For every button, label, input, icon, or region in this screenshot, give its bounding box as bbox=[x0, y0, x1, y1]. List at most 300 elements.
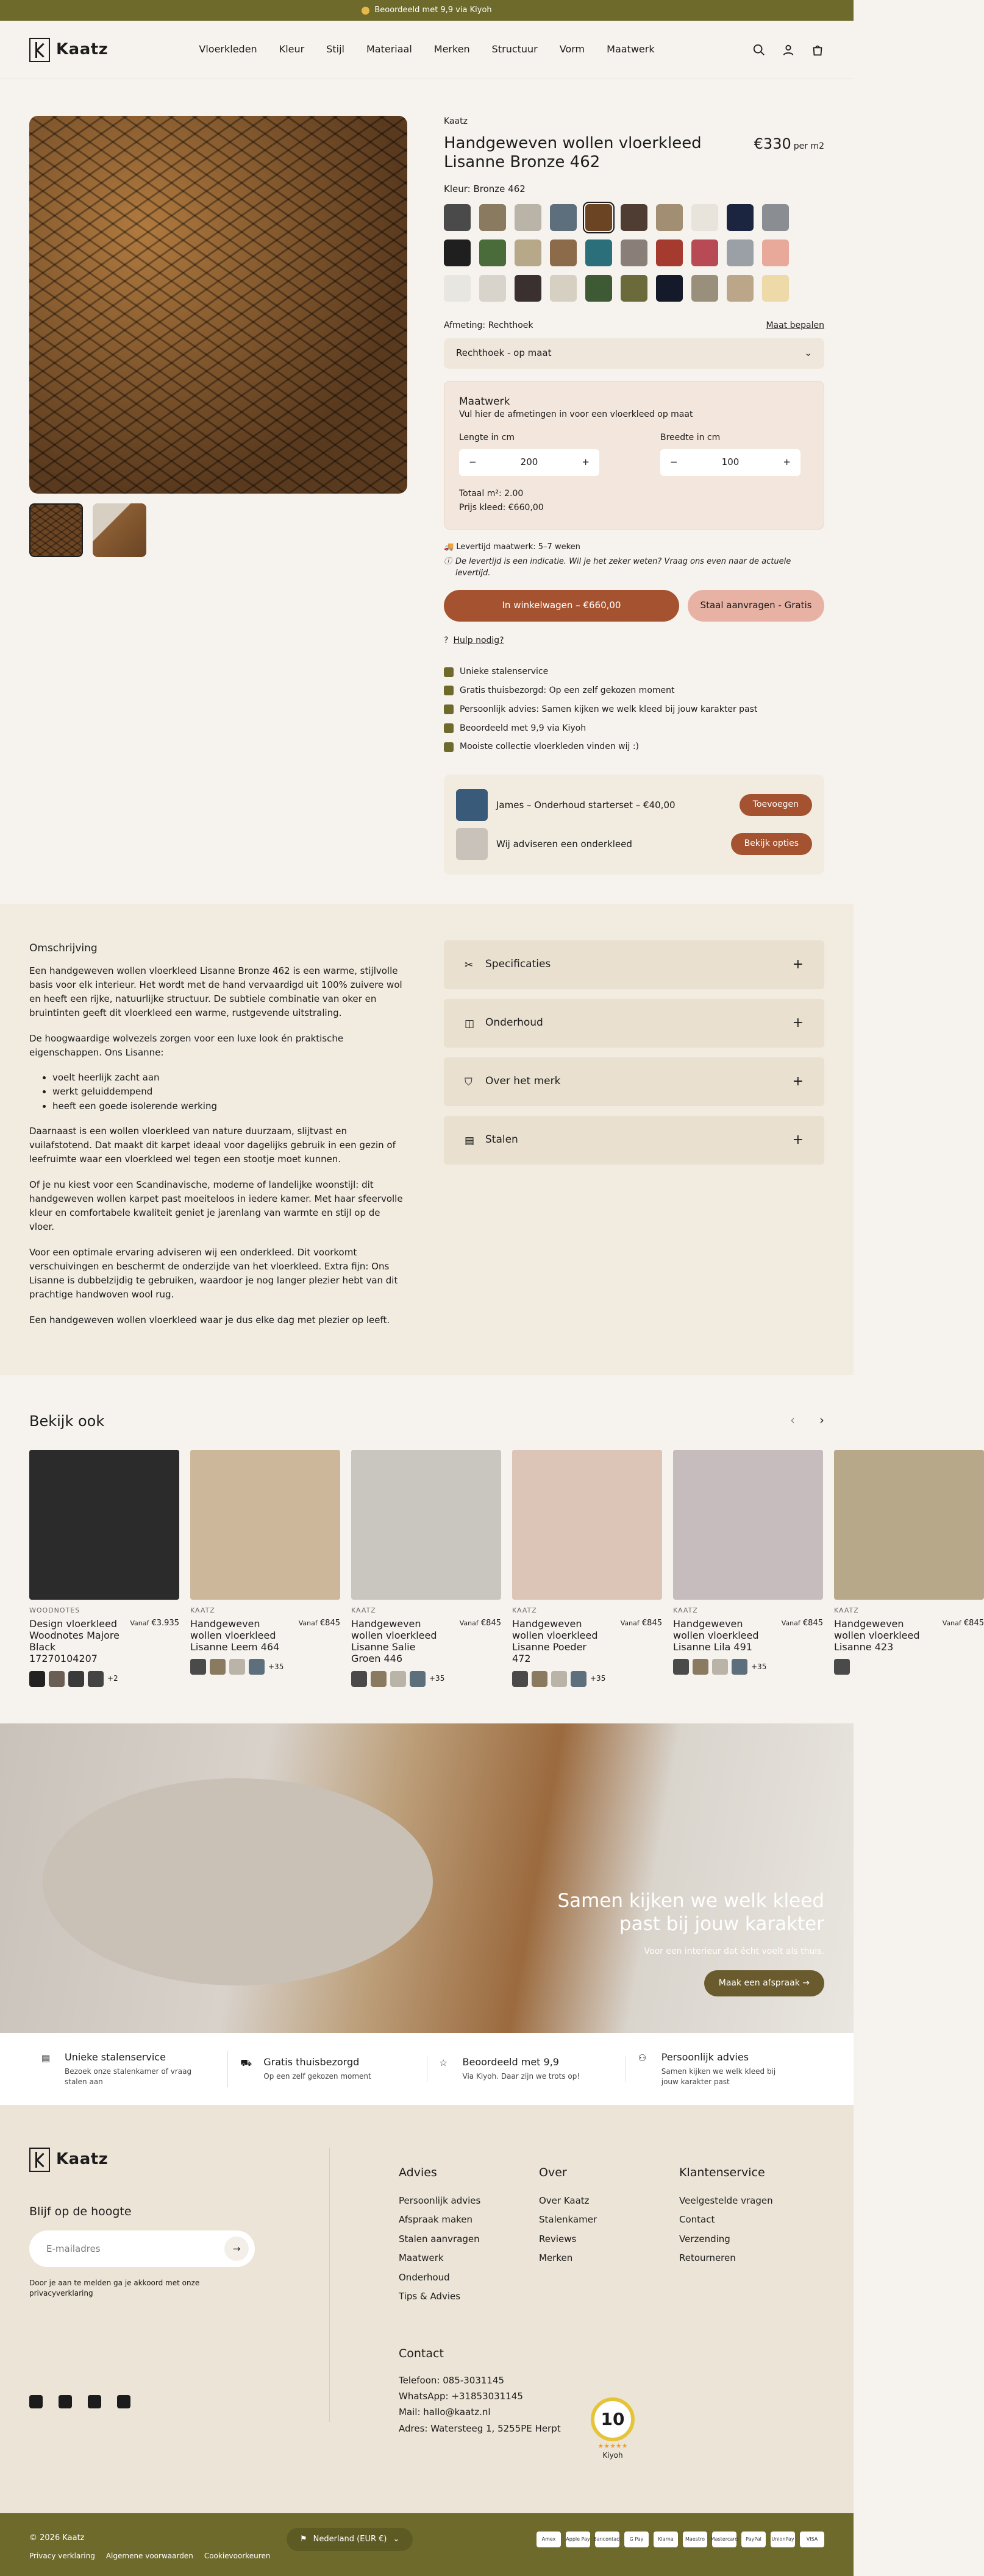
color-swatch[interactable] bbox=[762, 275, 789, 302]
size-label: Afmeting: bbox=[444, 320, 486, 330]
usp-item bbox=[444, 681, 824, 700]
nav-vloerkleden[interactable]: Vloerkleden bbox=[199, 43, 257, 55]
product-card-swatches bbox=[673, 1659, 823, 1675]
logo-mark-icon bbox=[29, 38, 50, 62]
color-swatch[interactable] bbox=[691, 204, 718, 231]
nav-structuur[interactable]: Structuur bbox=[491, 43, 538, 55]
color-swatch[interactable] bbox=[190, 1659, 206, 1675]
accordion-onderhoud[interactable] bbox=[444, 999, 824, 1048]
description-section bbox=[0, 904, 854, 1375]
pinterest-icon[interactable] bbox=[88, 2395, 101, 2408]
usp-item bbox=[444, 662, 824, 681]
price-value: €845 bbox=[480, 1618, 501, 1628]
product-thumbnail-2[interactable] bbox=[93, 503, 146, 557]
product-card-image[interactable] bbox=[351, 1450, 501, 1600]
usp-item bbox=[444, 719, 824, 738]
color-swatch[interactable] bbox=[229, 1659, 245, 1675]
price-prefix: Vanaf bbox=[130, 1619, 149, 1627]
price-prefix: Vanaf bbox=[298, 1619, 318, 1627]
color-line bbox=[444, 183, 824, 196]
footer-logo[interactable] bbox=[29, 2148, 273, 2172]
price-value: €330 bbox=[754, 135, 791, 152]
truck-icon: 🚚 bbox=[444, 542, 454, 552]
color-swatch[interactable] bbox=[691, 275, 718, 302]
help-text: Hulp nodig? bbox=[453, 635, 504, 645]
bucket-icon: ◫ bbox=[465, 1018, 475, 1031]
product-card-title[interactable]: Handgeweven wollen vloerkleed Lisanne Leem 464 bbox=[190, 1617, 280, 1653]
product-card-image[interactable] bbox=[29, 1450, 179, 1600]
color-swatch[interactable] bbox=[210, 1659, 226, 1675]
footer-divider bbox=[329, 2148, 330, 2422]
color-swatch[interactable] bbox=[249, 1659, 265, 1675]
more-swatches-count: +35 bbox=[268, 1662, 284, 1672]
product-card-swatches bbox=[29, 1671, 179, 1687]
main-nav bbox=[199, 43, 654, 56]
contact-address: Adres: Watersteeg 1, 5255PE Herpt bbox=[399, 2422, 561, 2434]
product-card-brand: KAATZ bbox=[512, 1606, 537, 1615]
footer-link[interactable]: Persoonlijk advies bbox=[399, 2195, 481, 2206]
color-swatch[interactable] bbox=[727, 275, 754, 302]
star-icon: ★★★★★ bbox=[597, 2441, 628, 2450]
accordion-specificaties[interactable] bbox=[444, 940, 824, 989]
nav-kleur[interactable]: Kleur bbox=[279, 43, 305, 55]
color-swatch[interactable] bbox=[351, 1671, 367, 1687]
price-prefix: Vanaf bbox=[942, 1619, 961, 1627]
product-section bbox=[0, 79, 854, 904]
maatwerk-subtitle: Vul hier de afmetingen in voor een vloerkleed op maat bbox=[459, 410, 693, 420]
description-paragraph: Voor een optimale ervaring adviseren wij een onderkleed. Dit voorkomt verschuivingen en beschermt de onderzijde van het vloerkleed. Extra fijn: Ons Lisanne is dubbelzijdig te gebruiken, waardoor je nog langer plezier hebt van dit prachtige handwoven wool rug. bbox=[29, 1246, 398, 1300]
nav-vorm[interactable]: Vorm bbox=[559, 43, 585, 55]
price-unit: per m2 bbox=[793, 141, 824, 151]
bottom-bar bbox=[0, 2513, 854, 2576]
request-sample-button[interactable]: Staal aanvragen - Gratis bbox=[688, 590, 824, 622]
nav-stijl[interactable]: Stijl bbox=[326, 43, 344, 55]
newsletter-title: Blijf op de hoogte bbox=[29, 2204, 132, 2218]
product-card-image[interactable] bbox=[834, 1450, 984, 1600]
product-card-brand: KAATZ bbox=[834, 1606, 859, 1615]
product-carousel bbox=[29, 1450, 984, 1686]
footer-col-advies bbox=[399, 2161, 480, 2307]
product-card-price bbox=[621, 1618, 662, 1665]
payment-icon: Maestro bbox=[683, 2532, 707, 2547]
size-select-value: Rechthoek - op maat bbox=[456, 347, 552, 359]
kiyoh-score: 10 bbox=[591, 2397, 635, 2441]
nav-materiaal[interactable]: Materiaal bbox=[366, 43, 412, 55]
usp-title: Beoordeeld met 9,9 bbox=[462, 2056, 559, 2068]
maatwerk-box bbox=[444, 381, 824, 530]
instagram-icon[interactable] bbox=[59, 2395, 72, 2408]
payment-icon: PayPal bbox=[741, 2532, 766, 2547]
question-icon: ? bbox=[444, 635, 449, 645]
color-swatch[interactable] bbox=[551, 1671, 567, 1687]
length-input[interactable]: 200 bbox=[520, 456, 538, 468]
nav-merken[interactable]: Merken bbox=[433, 43, 470, 55]
list-item: • voelt heerlijk zacht aan bbox=[52, 1071, 407, 1085]
color-swatch[interactable] bbox=[512, 1671, 528, 1687]
size-select[interactable] bbox=[444, 338, 824, 369]
plus-icon: + bbox=[792, 1015, 804, 1031]
list-item: • heeft een goede isolerende werking bbox=[52, 1099, 407, 1113]
email-placeholder: E-mailadres bbox=[46, 2243, 101, 2254]
product-main-image[interactable] bbox=[29, 116, 407, 494]
color-swatch[interactable] bbox=[732, 1659, 747, 1675]
kiyoh-icon bbox=[362, 7, 369, 15]
announcement-bar bbox=[0, 0, 854, 21]
footer-link[interactable]: Reviews bbox=[539, 2233, 577, 2244]
product-brand[interactable]: Kaatz bbox=[444, 116, 468, 126]
payment-icon: VISA bbox=[800, 2532, 824, 2547]
footer-link[interactable]: Afspraak maken bbox=[399, 2214, 473, 2225]
flag-icon: ⚑ bbox=[300, 2534, 307, 2544]
list-item: • werkt geluiddempend bbox=[52, 1085, 407, 1099]
color-swatch[interactable] bbox=[410, 1671, 426, 1687]
color-swatch[interactable] bbox=[479, 275, 506, 302]
social-links bbox=[29, 2395, 130, 2408]
shield-icon: ⛉ bbox=[465, 1076, 472, 1089]
product-card-title[interactable]: Handgeweven wollen vloerkleed Lisanne Salie Groen 446 bbox=[351, 1617, 437, 1665]
hero-subtitle: Voor een interieur dat écht voelt als thuis. bbox=[644, 1946, 824, 1957]
related-title: Bekijk ook bbox=[29, 1412, 105, 1430]
product-gallery bbox=[29, 116, 407, 875]
sample-icon: ▤ bbox=[41, 2052, 51, 2063]
logo-text: Kaatz bbox=[56, 2150, 109, 2169]
help-link[interactable] bbox=[444, 635, 824, 647]
color-swatch[interactable] bbox=[585, 240, 612, 266]
more-swatches-count: +35 bbox=[429, 1674, 445, 1683]
search-icon[interactable] bbox=[752, 43, 766, 57]
color-swatch[interactable] bbox=[712, 1659, 728, 1675]
cookie-link[interactable]: Cookievoorkeuren bbox=[204, 2551, 271, 2560]
terms-link[interactable]: Algemene voorwaarden bbox=[105, 2551, 193, 2560]
email-field[interactable] bbox=[29, 2230, 255, 2267]
sample-icon: ▤ bbox=[465, 1135, 475, 1148]
payment-icon: Mastercard bbox=[712, 2532, 736, 2547]
total-price: Prijs kleed: €660,00 bbox=[459, 503, 544, 513]
width-minus-button[interactable]: − bbox=[670, 456, 678, 468]
more-swatches-count: +35 bbox=[751, 1662, 767, 1672]
product-card-swatches bbox=[834, 1659, 984, 1675]
length-plus-button[interactable]: + bbox=[582, 456, 590, 468]
product-info bbox=[444, 116, 824, 875]
region-value: Nederland (EUR €) bbox=[313, 2534, 387, 2544]
color-swatch[interactable] bbox=[621, 204, 647, 231]
kiyoh-label: Kiyoh bbox=[602, 2451, 623, 2460]
truck-icon bbox=[444, 686, 454, 695]
appointment-button-label: Maak een afspraak bbox=[718, 1978, 800, 1988]
price-value: €845 bbox=[963, 1618, 984, 1628]
usp-bar-item bbox=[427, 2056, 626, 2082]
related-products bbox=[0, 1375, 984, 1723]
contact-phone[interactable]: Telefoon: 085-3031145 bbox=[399, 2374, 505, 2386]
truck-icon: ⛟ bbox=[240, 2057, 252, 2069]
footer-link[interactable]: Merken bbox=[539, 2252, 573, 2263]
appointment-button[interactable]: Maak een afspraak → bbox=[704, 1970, 824, 1997]
accordion-label: Specificaties bbox=[485, 958, 551, 971]
color-swatch[interactable] bbox=[550, 275, 577, 302]
site-header bbox=[0, 21, 854, 79]
product-card-title[interactable]: Handgeweven wollen vloerkleed Lisanne 423 bbox=[834, 1617, 920, 1653]
footer-link[interactable]: Stalenkamer bbox=[539, 2214, 597, 2225]
product-price bbox=[754, 134, 824, 155]
footer-link[interactable]: Contact bbox=[679, 2214, 715, 2225]
usp-title: Persoonlijk advies bbox=[661, 2051, 749, 2063]
color-swatch[interactable] bbox=[585, 275, 612, 302]
color-label: Kleur: bbox=[444, 183, 471, 194]
usp-title: Gratis thuisbezorgd bbox=[263, 2056, 360, 2068]
color-swatch[interactable] bbox=[762, 204, 789, 231]
plus-icon: + bbox=[792, 956, 804, 972]
product-card-image[interactable] bbox=[190, 1450, 340, 1600]
color-swatch[interactable] bbox=[656, 240, 683, 266]
color-swatch[interactable] bbox=[371, 1671, 387, 1687]
color-swatch[interactable] bbox=[585, 204, 612, 231]
footer-link[interactable]: Veelgestelde vragen bbox=[679, 2195, 773, 2206]
product-card-brand: WOODNOTES bbox=[29, 1606, 80, 1615]
accordion-label: Stalen bbox=[485, 1134, 518, 1146]
logo-mark-icon bbox=[29, 2148, 50, 2172]
footer-col-klantenservice bbox=[679, 2161, 773, 2268]
star-icon: ☆ bbox=[439, 2057, 447, 2069]
payment-icon: Apple Pay bbox=[566, 2532, 590, 2547]
upsell-text: Wij adviseren een onderkleed bbox=[496, 838, 632, 850]
color-swatch[interactable] bbox=[656, 204, 683, 231]
cart-icon[interactable] bbox=[811, 43, 824, 57]
color-swatch[interactable] bbox=[532, 1671, 547, 1687]
footer-link[interactable]: Tips & Advies bbox=[399, 2291, 461, 2302]
privacy-link[interactable]: Privacy verklaring bbox=[29, 2551, 95, 2560]
usp-bar bbox=[0, 2033, 854, 2105]
region-selector[interactable] bbox=[287, 2528, 413, 2551]
product-card-title[interactable]: Design vloerkleed Woodnotes Majore Black 17270104207 bbox=[29, 1617, 119, 1665]
size-guide-link[interactable]: Maat bepalen bbox=[766, 320, 824, 330]
plus-icon: + bbox=[792, 1132, 804, 1148]
footer-col-over bbox=[539, 2161, 597, 2268]
color-swatch[interactable] bbox=[390, 1671, 406, 1687]
logo-text: Kaatz bbox=[56, 40, 109, 59]
product-card[interactable] bbox=[190, 1450, 340, 1686]
color-swatch[interactable] bbox=[691, 240, 718, 266]
color-swatch[interactable] bbox=[656, 275, 683, 302]
payment-icon: Amex bbox=[537, 2532, 561, 2547]
description-list bbox=[52, 1071, 407, 1113]
accordion-label: Over het merk bbox=[485, 1075, 561, 1088]
payment-icon: G Pay bbox=[624, 2532, 649, 2547]
color-swatch[interactable] bbox=[673, 1659, 689, 1675]
product-title: Handgeweven wollen vloerkleed Lisanne Bronze 462 bbox=[444, 133, 702, 171]
product-card[interactable] bbox=[834, 1450, 984, 1686]
privacy-note[interactable]: Door je aan te melden ga je akkoord met onze privacyverklaring bbox=[29, 2279, 200, 2297]
announcement-text: Beoordeeld met 9,9 via Kiyoh bbox=[374, 5, 492, 15]
footer bbox=[0, 2105, 854, 2513]
product-card[interactable] bbox=[673, 1450, 823, 1686]
color-swatches bbox=[444, 204, 824, 302]
footer-link[interactable]: Over Kaatz bbox=[539, 2195, 590, 2206]
accordion bbox=[444, 940, 824, 1338]
description-paragraph: Een handgeweven wollen vloerkleed Lisanne Bronze 462 is een warme, stijlvolle basis voor elk interieur. Het wordt met de hand vervaardigd uit 100% zuivere wol en heeft een rijke, natuurlijke structuur. De subtiele combinatie van oker en bruintinten geeft dit vloerkleed een warme, rustgevende uitstraling. bbox=[29, 965, 402, 1019]
product-thumbnail-1[interactable] bbox=[29, 503, 83, 557]
maatwerk-title: Maatwerk bbox=[459, 395, 510, 408]
product-card-swatches bbox=[190, 1659, 340, 1675]
color-swatch[interactable] bbox=[571, 1671, 586, 1687]
usp-text: Unieke stalenservice bbox=[460, 667, 549, 677]
usp-item bbox=[444, 737, 824, 756]
usp-text: Op een zelf gekozen moment bbox=[263, 2072, 371, 2081]
price-value: €845 bbox=[641, 1618, 662, 1628]
width-stepper bbox=[660, 449, 800, 476]
color-swatch[interactable] bbox=[444, 240, 471, 266]
color-swatch[interactable] bbox=[515, 240, 541, 266]
account-icon[interactable] bbox=[782, 43, 795, 57]
hero-banner bbox=[0, 1723, 854, 2033]
product-card-swatches bbox=[351, 1671, 501, 1687]
color-swatch[interactable] bbox=[444, 275, 471, 302]
usp-title: Unieke stalenservice bbox=[65, 2051, 166, 2063]
contact-whatsapp[interactable]: WhatsApp: +31853031145 bbox=[399, 2391, 523, 2402]
color-swatch[interactable] bbox=[49, 1671, 65, 1687]
description-title: Omschrijving bbox=[29, 942, 98, 955]
length-stepper bbox=[459, 449, 599, 476]
product-card-brand: KAATZ bbox=[351, 1606, 376, 1615]
people-icon: ⚇ bbox=[638, 2052, 647, 2063]
color-swatch[interactable] bbox=[550, 240, 577, 266]
kiyoh-badge[interactable] bbox=[585, 2397, 640, 2461]
product-card-image[interactable] bbox=[673, 1450, 823, 1600]
delivery-note: De levertijd is een indicatie. Wil je het zeker weten? Vraag ons even naar de actuele levertijd. bbox=[455, 557, 791, 578]
color-swatch[interactable] bbox=[515, 204, 541, 231]
delivery-time: Levertijd maatwerk: 5–7 weken bbox=[456, 542, 580, 552]
color-swatch[interactable] bbox=[29, 1671, 45, 1687]
product-card[interactable] bbox=[512, 1450, 662, 1686]
usp-bar-item bbox=[626, 2051, 824, 2087]
upsell-image bbox=[456, 828, 488, 860]
upsell-text: James – Onderhoud starterset – €40,00 bbox=[496, 799, 676, 811]
color-swatch[interactable] bbox=[550, 204, 577, 231]
color-swatch[interactable] bbox=[444, 204, 471, 231]
submit-arrow-icon[interactable]: → bbox=[224, 2237, 249, 2261]
accordion-label: Onderhoud bbox=[485, 1017, 543, 1029]
product-card-brand: KAATZ bbox=[673, 1606, 698, 1615]
usp-text: Via Kiyoh. Daar zijn we trots op! bbox=[462, 2072, 580, 2081]
footer-link[interactable]: Maatwerk bbox=[399, 2252, 444, 2263]
description-paragraph: Of je nu kiest voor een Scandinavische, moderne of landelijke woonstijl: dit handgeweven wollen karpet past moeiteloos in iedere kamer. Met haar sfeervolle kleur en comfortabele kwaliteit geniet je jarenlang van warmte en stijl op de vloer. bbox=[29, 1179, 403, 1233]
payment-icon: Bancontact bbox=[595, 2532, 619, 2547]
view-options-button[interactable]: Bekijk opties bbox=[731, 833, 812, 855]
color-swatch[interactable] bbox=[88, 1671, 104, 1687]
width-label: Breedte in cm bbox=[660, 432, 721, 442]
hero-title: Samen kijken we welk kleed past bij jouw karakter bbox=[557, 1889, 824, 1936]
usp-bar-item bbox=[228, 2056, 427, 2082]
usp-text: Bezoek onze stalenkamer of vraag stalen aan bbox=[65, 2067, 192, 2086]
color-swatch[interactable] bbox=[621, 240, 647, 266]
color-swatch[interactable] bbox=[727, 240, 754, 266]
usp-text: Samen kijken we welk kleed bij jouw karakter past bbox=[661, 2067, 776, 2086]
hero-image bbox=[43, 1778, 433, 1985]
product-card-title[interactable]: Handgeweven wollen vloerkleed Lisanne Poeder 472 bbox=[512, 1617, 598, 1665]
price-prefix: Vanaf bbox=[459, 1619, 479, 1627]
color-swatch[interactable] bbox=[479, 240, 506, 266]
people-icon bbox=[444, 704, 454, 714]
more-swatches-count: +35 bbox=[590, 1674, 606, 1683]
description-paragraph: Daarnaast is een wollen vloerkleed van nature duurzaam, slijtvast en vuilafstotend. Dat maakt dit karpet ideaal voor dagelijks gebruik in een gezin of leefruimte waar een vloerkleed wel tegen een stootje moet kunnen. bbox=[29, 1125, 396, 1165]
footer-col-title: Over bbox=[539, 2165, 567, 2179]
usp-text: Persoonlijk advies: Samen kijken we welk kleed bij jouw karakter past bbox=[460, 704, 758, 714]
footer-link[interactable]: Retourneren bbox=[679, 2252, 736, 2263]
nav-maatwerk[interactable]: Maatwerk bbox=[607, 43, 655, 55]
footer-link[interactable]: Stalen aanvragen bbox=[399, 2233, 480, 2244]
add-to-cart-button[interactable]: In winkelwagen – €660,00 bbox=[444, 590, 679, 622]
next-arrow-icon[interactable]: › bbox=[819, 1412, 824, 1427]
length-minus-button[interactable]: − bbox=[469, 456, 477, 468]
usp-text: Mooiste collectie vloerkleden vinden wij :) bbox=[460, 742, 640, 752]
payment-icon: Klarna bbox=[654, 2532, 678, 2547]
product-card-price bbox=[943, 1618, 984, 1653]
total-m2: Totaal m²: 2.00 bbox=[459, 488, 524, 499]
prev-arrow-icon[interactable]: ‹ bbox=[790, 1412, 795, 1427]
delivery-info bbox=[444, 542, 824, 579]
product-card-swatches bbox=[512, 1671, 662, 1687]
copyright: © 2026 Kaatz bbox=[29, 2533, 85, 2542]
width-input[interactable]: 100 bbox=[721, 456, 740, 468]
more-swatches-count: +2 bbox=[107, 1674, 118, 1683]
usp-bar-item bbox=[29, 2051, 228, 2087]
size-label-group bbox=[444, 320, 533, 332]
contact-title: Contact bbox=[399, 2346, 444, 2360]
accordion-over-het-merk[interactable] bbox=[444, 1057, 824, 1106]
accordion-stalen[interactable] bbox=[444, 1116, 824, 1165]
plus-icon: + bbox=[792, 1073, 804, 1089]
color-value: Bronze 462 bbox=[473, 183, 526, 194]
product-card-price bbox=[460, 1618, 501, 1665]
product-card-title[interactable]: Handgeweven wollen vloerkleed Lisanne Lila 491 bbox=[673, 1617, 759, 1653]
footer-link[interactable]: Verzending bbox=[679, 2233, 730, 2244]
payment-icon: UnionPay bbox=[771, 2532, 795, 2547]
facebook-icon[interactable] bbox=[29, 2395, 43, 2408]
color-swatch[interactable] bbox=[515, 275, 541, 302]
upsell-item bbox=[456, 786, 812, 825]
product-card-price bbox=[130, 1618, 179, 1665]
product-usps bbox=[444, 662, 824, 756]
chevron-down-icon: ⌄ bbox=[804, 347, 812, 359]
color-swatch[interactable] bbox=[762, 240, 789, 266]
upsell-box bbox=[444, 775, 824, 875]
product-card[interactable] bbox=[29, 1450, 179, 1686]
color-swatch[interactable] bbox=[693, 1659, 708, 1675]
add-upsell-button[interactable]: Toevoegen bbox=[740, 794, 812, 816]
contact-mail[interactable]: Mail: hallo@kaatz.nl bbox=[399, 2407, 491, 2418]
linkedin-icon[interactable] bbox=[117, 2395, 130, 2408]
star-icon bbox=[444, 723, 454, 733]
color-swatch[interactable] bbox=[68, 1671, 84, 1687]
usp-text: Gratis thuisbezorgd: Op een zelf gekozen moment bbox=[460, 686, 675, 696]
color-swatch[interactable] bbox=[727, 204, 754, 231]
product-card-image[interactable] bbox=[512, 1450, 662, 1600]
color-swatch[interactable] bbox=[479, 204, 506, 231]
price-value: €845 bbox=[802, 1618, 823, 1628]
footer-link[interactable]: Onderhoud bbox=[399, 2271, 450, 2283]
product-card[interactable] bbox=[351, 1450, 501, 1686]
product-card-price bbox=[782, 1618, 823, 1653]
ruler-icon: ✂ bbox=[465, 959, 474, 972]
width-plus-button[interactable]: + bbox=[783, 456, 791, 468]
price-prefix: Vanaf bbox=[620, 1619, 640, 1627]
usp-text: Beoordeeld met 9,9 via Kiyoh bbox=[460, 723, 586, 733]
price-value: €845 bbox=[319, 1618, 340, 1628]
description-text bbox=[29, 940, 407, 1338]
footer-col-title: Klantenservice bbox=[679, 2165, 765, 2179]
color-swatch[interactable] bbox=[834, 1659, 850, 1675]
logo[interactable] bbox=[29, 38, 108, 62]
color-swatch[interactable] bbox=[621, 275, 647, 302]
